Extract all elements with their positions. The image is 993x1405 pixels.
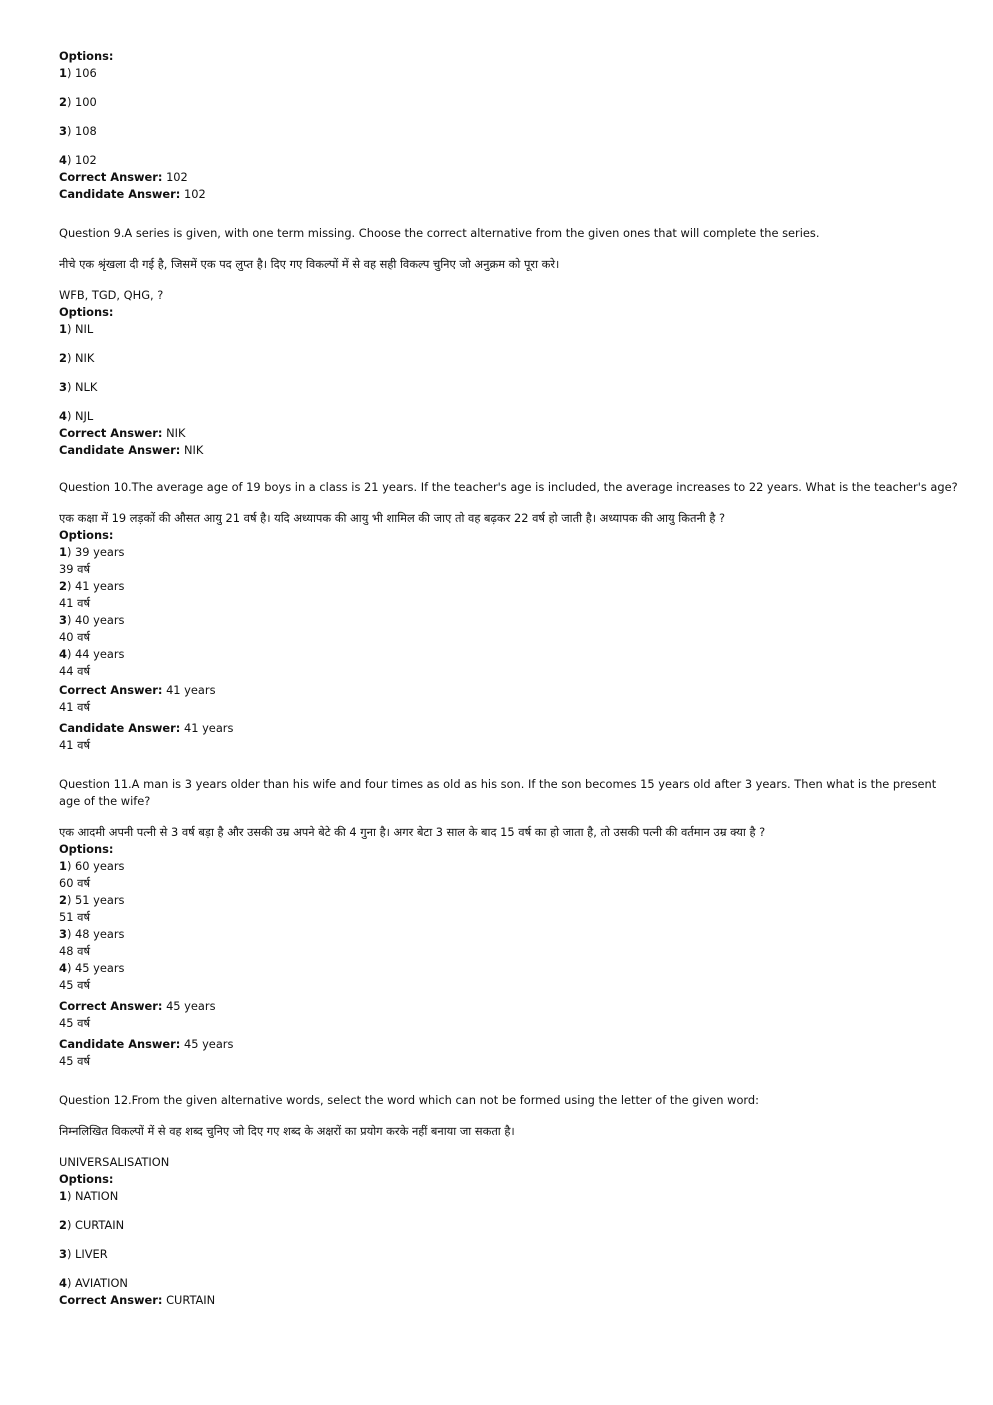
question-text: Question 12.From the given alternative words, select the word which can not be formed using the letter of the given word: [59, 1093, 759, 1107]
option-2: 2) 41 years [59, 579, 125, 593]
option-3-hindi: 48 वर्ष [59, 944, 91, 958]
correct-answer: Correct Answer: 41 years [59, 683, 216, 697]
option-1-hindi: 39 वर्ष [59, 562, 91, 576]
option-4: 4) 45 years [59, 961, 125, 975]
question-text-hindi: नीचे एक श्रृंखला दी गई है, जिसमें एक पद लुप्त है। दिए गए विकल्पों में से वह सही विकल्प चुनिए जो अनुक्रम को पूरा करे। [59, 257, 560, 271]
correct-answer: Correct Answer: CURTAIN [59, 1293, 216, 1307]
question-8-options [59, 48, 939, 203]
candidate-answer: Candidate Answer: NIK [59, 443, 204, 457]
option-3: 3) LIVER [59, 1247, 108, 1261]
options-label: Options: [59, 305, 114, 319]
options-label: Options: [59, 528, 114, 542]
option-3-hindi: 40 वर्ष [59, 630, 91, 644]
given-word: UNIVERSALISATION [59, 1155, 170, 1169]
document-page [59, 48, 958, 1309]
options-label: Options: [59, 1172, 114, 1186]
series-text: WFB, TGD, QHG, ? [59, 288, 164, 302]
option-4: 4) 44 years [59, 647, 125, 661]
correct-answer: Correct Answer: NIK [59, 426, 186, 440]
question-text: Question 11.A man is 3 years older than his wife and four times as old as his son. If the son becomes 15 years old after 3 years. Then what is the present age of the wife? [59, 777, 937, 808]
question-text-hindi: निम्नलिखित विकल्पों में से वह शब्द चुनिए जो दिए गए शब्द के अक्षरों का प्रयोग करके नहीं बनाया जा सकता है। [59, 1124, 515, 1138]
option-3: 3) 48 years [59, 927, 125, 941]
option-1: 1) NATION [59, 1189, 119, 1203]
question-12 [59, 1092, 939, 1309]
candidate-answer: Candidate Answer: 102 [59, 187, 206, 201]
question-9 [59, 225, 939, 459]
candidate-answer-hindi: 45 वर्ष [59, 1054, 91, 1068]
option-4: 4) 102 [59, 153, 97, 167]
correct-answer: Correct Answer: 45 years [59, 999, 216, 1013]
question-10 [59, 479, 958, 754]
option-4-hindi: 44 वर्ष [59, 664, 91, 678]
option-2-hindi: 41 वर्ष [59, 596, 91, 610]
question-text: Question 9.A series is given, with one term missing. Choose the correct alternative from the given ones that will complete the series. [59, 226, 820, 240]
correct-answer-hindi: 41 वर्ष [59, 700, 91, 714]
option-1: 1) NIL [59, 322, 94, 336]
option-2: 2) NIK [59, 351, 95, 365]
correct-answer-hindi: 45 वर्ष [59, 1016, 91, 1030]
question-11 [59, 776, 939, 1070]
option-4-hindi: 45 वर्ष [59, 978, 91, 992]
option-2-hindi: 51 वर्ष [59, 910, 91, 924]
option-2: 2) 51 years [59, 893, 125, 907]
question-text: Question 10.The average age of 19 boys in a class is 21 years. If the teacher's age is included, the average increases to 22 years. What is the teacher's age? [59, 480, 958, 494]
option-1-hindi: 60 वर्ष [59, 876, 91, 890]
option-3: 3) NLK [59, 380, 98, 394]
option-2: 2) 100 [59, 95, 97, 109]
candidate-answer: Candidate Answer: 41 years [59, 721, 234, 735]
question-text-hindi: एक आदमी अपनी पत्नी से 3 वर्ष बड़ा है और उसकी उम्र अपने बेटे की 4 गुना है। अगर बेटा 3 साल के बाद 15 वर्ष का हो जाता है, तो उसकी पत्नी की वर्तमान उम्र क्या है ? [59, 825, 766, 839]
option-1: 1) 39 years [59, 545, 125, 559]
option-3: 3) 40 years [59, 613, 125, 627]
options-label: Options: [59, 842, 114, 856]
option-4: 4) AVIATION [59, 1276, 128, 1290]
options-label: Options: [59, 49, 114, 63]
candidate-answer: Candidate Answer: 45 years [59, 1037, 234, 1051]
option-3: 3) 108 [59, 124, 97, 138]
correct-answer: Correct Answer: 102 [59, 170, 188, 184]
question-text-hindi: एक कक्षा में 19 लड़कों की औसत आयु 21 वर्ष है। यदि अध्यापक की आयु भी शामिल की जाए तो वह बढ़कर 22 वर्ष हो जाती है। अध्यापक की आयु कितनी है ? [59, 511, 726, 525]
option-2: 2) CURTAIN [59, 1218, 125, 1232]
candidate-answer-hindi: 41 वर्ष [59, 738, 91, 752]
option-4: 4) NJL [59, 409, 94, 423]
option-1: 1) 60 years [59, 859, 125, 873]
option-1: 1) 106 [59, 66, 97, 80]
